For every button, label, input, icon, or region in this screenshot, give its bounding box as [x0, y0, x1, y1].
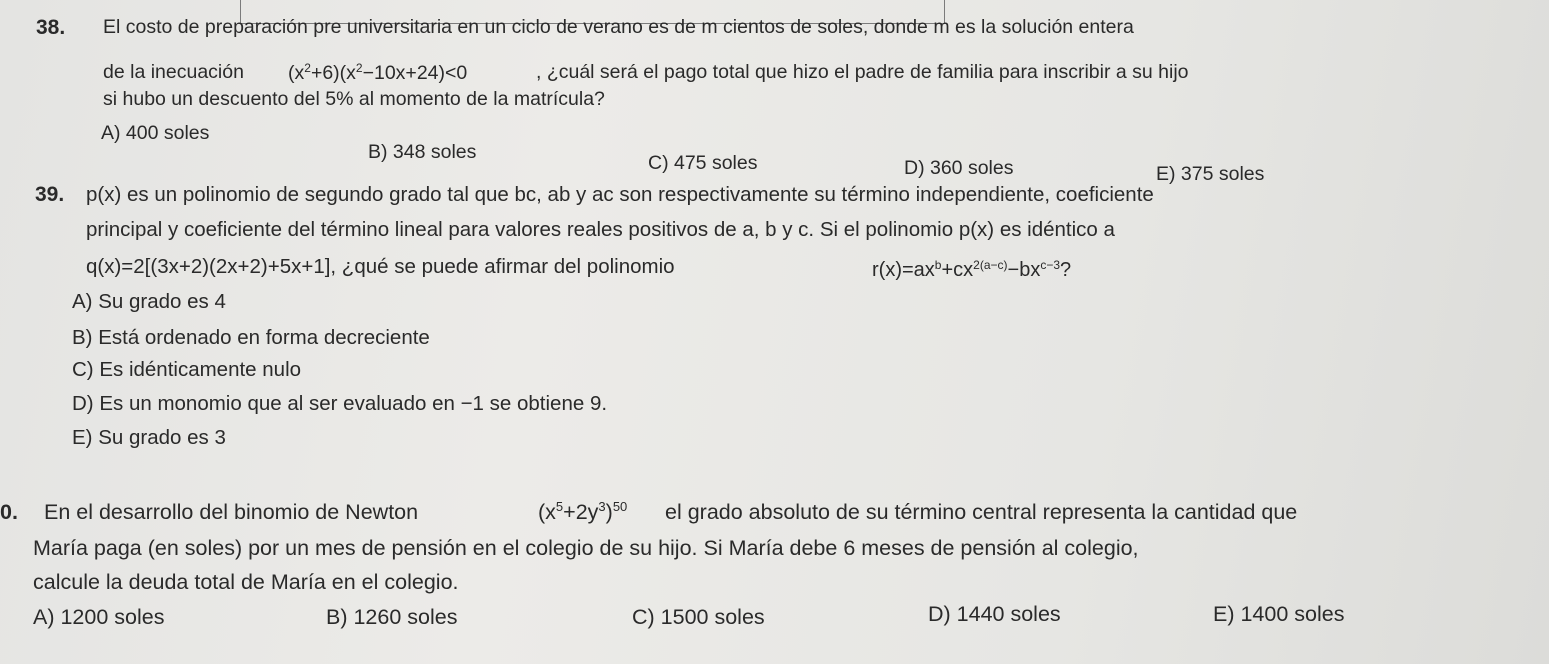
question-text-line: q(x)=2[(3x+2)(2x+2)+5x+1], ¿qué se puede afirmar del polinomio: [86, 255, 675, 278]
option-c[interactable]: C) 475 soles: [648, 152, 758, 174]
option-a[interactable]: A) 400 soles: [101, 122, 210, 144]
option-e[interactable]: E) Su grado es 3: [72, 426, 226, 449]
option-b[interactable]: B) 348 soles: [368, 141, 477, 163]
polynomial-formula: $r(x)=ax^b+cx^{2(a-c)}-bx^{c-3}$?: [872, 258, 1072, 281]
option-e[interactable]: E) 1400 soles: [1213, 602, 1345, 626]
binomial-formula: $(x^5+2y^3)^{50}$: [538, 499, 628, 524]
option-b[interactable]: B) 1260 soles: [326, 605, 458, 629]
option-b[interactable]: B) Está ordenado en forma decreciente: [72, 326, 430, 349]
question-number: 39.: [35, 183, 65, 206]
option-a[interactable]: A) Su grado es 4: [72, 290, 226, 313]
question-text-line: calcule la deuda total de María en el colegio.: [33, 570, 459, 594]
option-c[interactable]: C) 1500 soles: [632, 605, 765, 629]
option-e[interactable]: E) 375 soles: [1156, 163, 1265, 185]
question-text-line: si hubo un descuento del 5% al momento de la matrícula?: [103, 88, 605, 110]
option-d[interactable]: D) 1440 soles: [928, 602, 1061, 626]
question-text-line: p(x) es un polinomio de segundo grado tal que bc, ab y ac son respectivamente su término independiente, coeficiente: [86, 183, 1154, 206]
question-text-line: el grado absoluto de su término central representa la cantidad que: [665, 500, 1298, 524]
option-a[interactable]: A) 1200 soles: [33, 605, 165, 629]
question-number: 0.: [0, 500, 18, 524]
option-d[interactable]: D) Es un monomio que al ser evaluado en −1 se obtiene 9.: [72, 392, 608, 415]
question-text-line: , ¿cuál será el pago total que hizo el padre de familia para inscribir a su hijo: [536, 61, 1189, 83]
question-text-line: de la inecuación: [103, 61, 244, 83]
question-text-line: En el desarrollo del binomio de Newton: [44, 500, 419, 524]
question-number: 38.: [36, 16, 66, 39]
inequality-formula: $(x^2+6)(x^2-10x+24)<0$: [288, 61, 468, 84]
option-d[interactable]: D) 360 soles: [904, 157, 1014, 179]
option-c[interactable]: C) Es idénticamente nulo: [72, 358, 302, 381]
question-text-line: El costo de preparación pre universitaria en un ciclo de verano es de m cientos de soles, donde m es la solución entera: [103, 16, 1134, 38]
question-text-line: María paga (en soles) por un mes de pensión en el colegio de su hijo. Si María debe 6 meses de pensión al colegio,: [33, 536, 1139, 560]
question-text-line: principal y coeficiente del término lineal para valores reales positivos de a, b y c. Si el polinomio p(x) es idéntico a: [86, 218, 1115, 241]
